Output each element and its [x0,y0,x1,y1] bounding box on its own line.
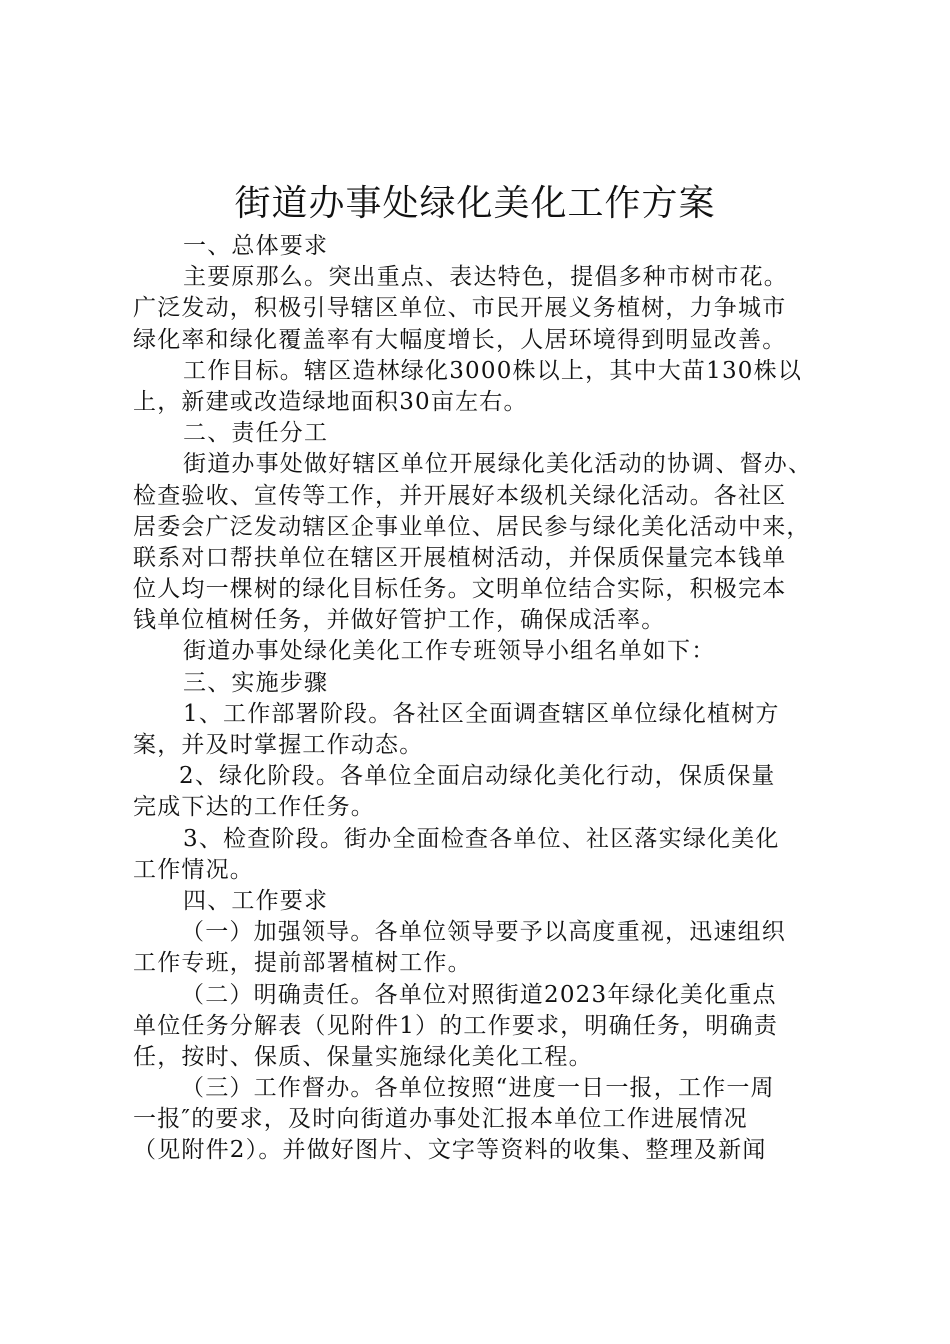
paragraph-line: 居委会广泛发动辖区企事业单位、居民参与绿化美化活动中来， [133,513,811,540]
paragraph-line: （二）明确责任。各单位对照街道2023年绿化美化重点 [181,981,777,1008]
paragraph-line: 主要原那么。突出重点、表达特色，提倡多种市树市花。 [183,264,788,291]
paragraph-line: 广泛发动，积极引导辖区单位、市民开展义务植树，力争城市 [133,295,787,322]
paragraph-line: 3、检查阶段。街办全面检查各单位、社区落实绿化美化 [183,825,780,852]
paragraph-line: 工作目标。辖区造林绿化3000株以上，其中大苗130株以 [183,357,803,384]
section-heading: 三、实施步骤 [183,669,329,696]
section-heading: 一、总体要求 [183,233,329,259]
section-heading: 四、工作要求 [183,887,329,914]
paragraph-line: （见附件2）。并做好图片、文字等资料的收集、整理及新闻 [133,1137,767,1164]
paragraph-line: 联系对口帮扶单位在辖区开展植树活动，并保质保量完本钱单 [133,544,787,571]
document-body [133,231,833,1167]
paragraph-line: （三）工作督办。各单位按照“进度一日一报，工作一周 [181,1075,775,1102]
paragraph-line: 2、绿化阶段。各单位全面启动绿化美化行动，保质保量 [179,763,776,790]
paragraph-line: 绿化率和绿化覆盖率有大幅度增长，人居环境得到明显改善。 [133,326,787,353]
paragraph-line: 工作情况。 [133,856,254,883]
document-title: 街道办事处绿化美化工作方案 [234,183,716,224]
paragraph-line: 钱单位植树任务，并做好管护工作，确保成活率。 [133,607,666,634]
paragraph-line: 位人均一棵树的绿化目标任务。文明单位结合实际，积极完本 [133,576,787,603]
paragraph-line: 单位任务分解表（见附件1）的工作要求，明确任务，明确责 [133,1012,779,1039]
paragraph-line: 街道办事处绿化美化工作专班领导小组名单如下： [183,638,716,665]
paragraph-line: 任，按时、保质、保量实施绿化美化工程。 [133,1043,593,1070]
paragraph-line: 案，并及时掌握工作动态。 [133,732,424,758]
paragraph-line: 1、工作部署阶段。各社区全面调查辖区单位绿化植树方 [183,700,780,727]
paragraph-line: 工作专班，提前部署植树工作。 [133,950,472,977]
section-heading: 二、责任分工 [183,420,329,447]
paragraph-line: 一报″的要求，及时向街道办事处汇报本单位工作进展情况 [133,1106,748,1133]
paragraph-line: 检查验收、宣传等工作，并开展好本级机关绿化活动。各社区 [133,482,787,509]
paragraph-line: （一）加强领导。各单位领导要予以高度重视，迅速组织 [181,919,786,946]
paragraph-line: 街道办事处做好辖区单位开展绿化美化活动的协调、督办、 [183,451,813,478]
paragraph-line: 完成下达的工作任务。 [133,794,375,821]
paragraph-line: 上，新建或改造绿地面积30亩左右。 [133,388,528,415]
